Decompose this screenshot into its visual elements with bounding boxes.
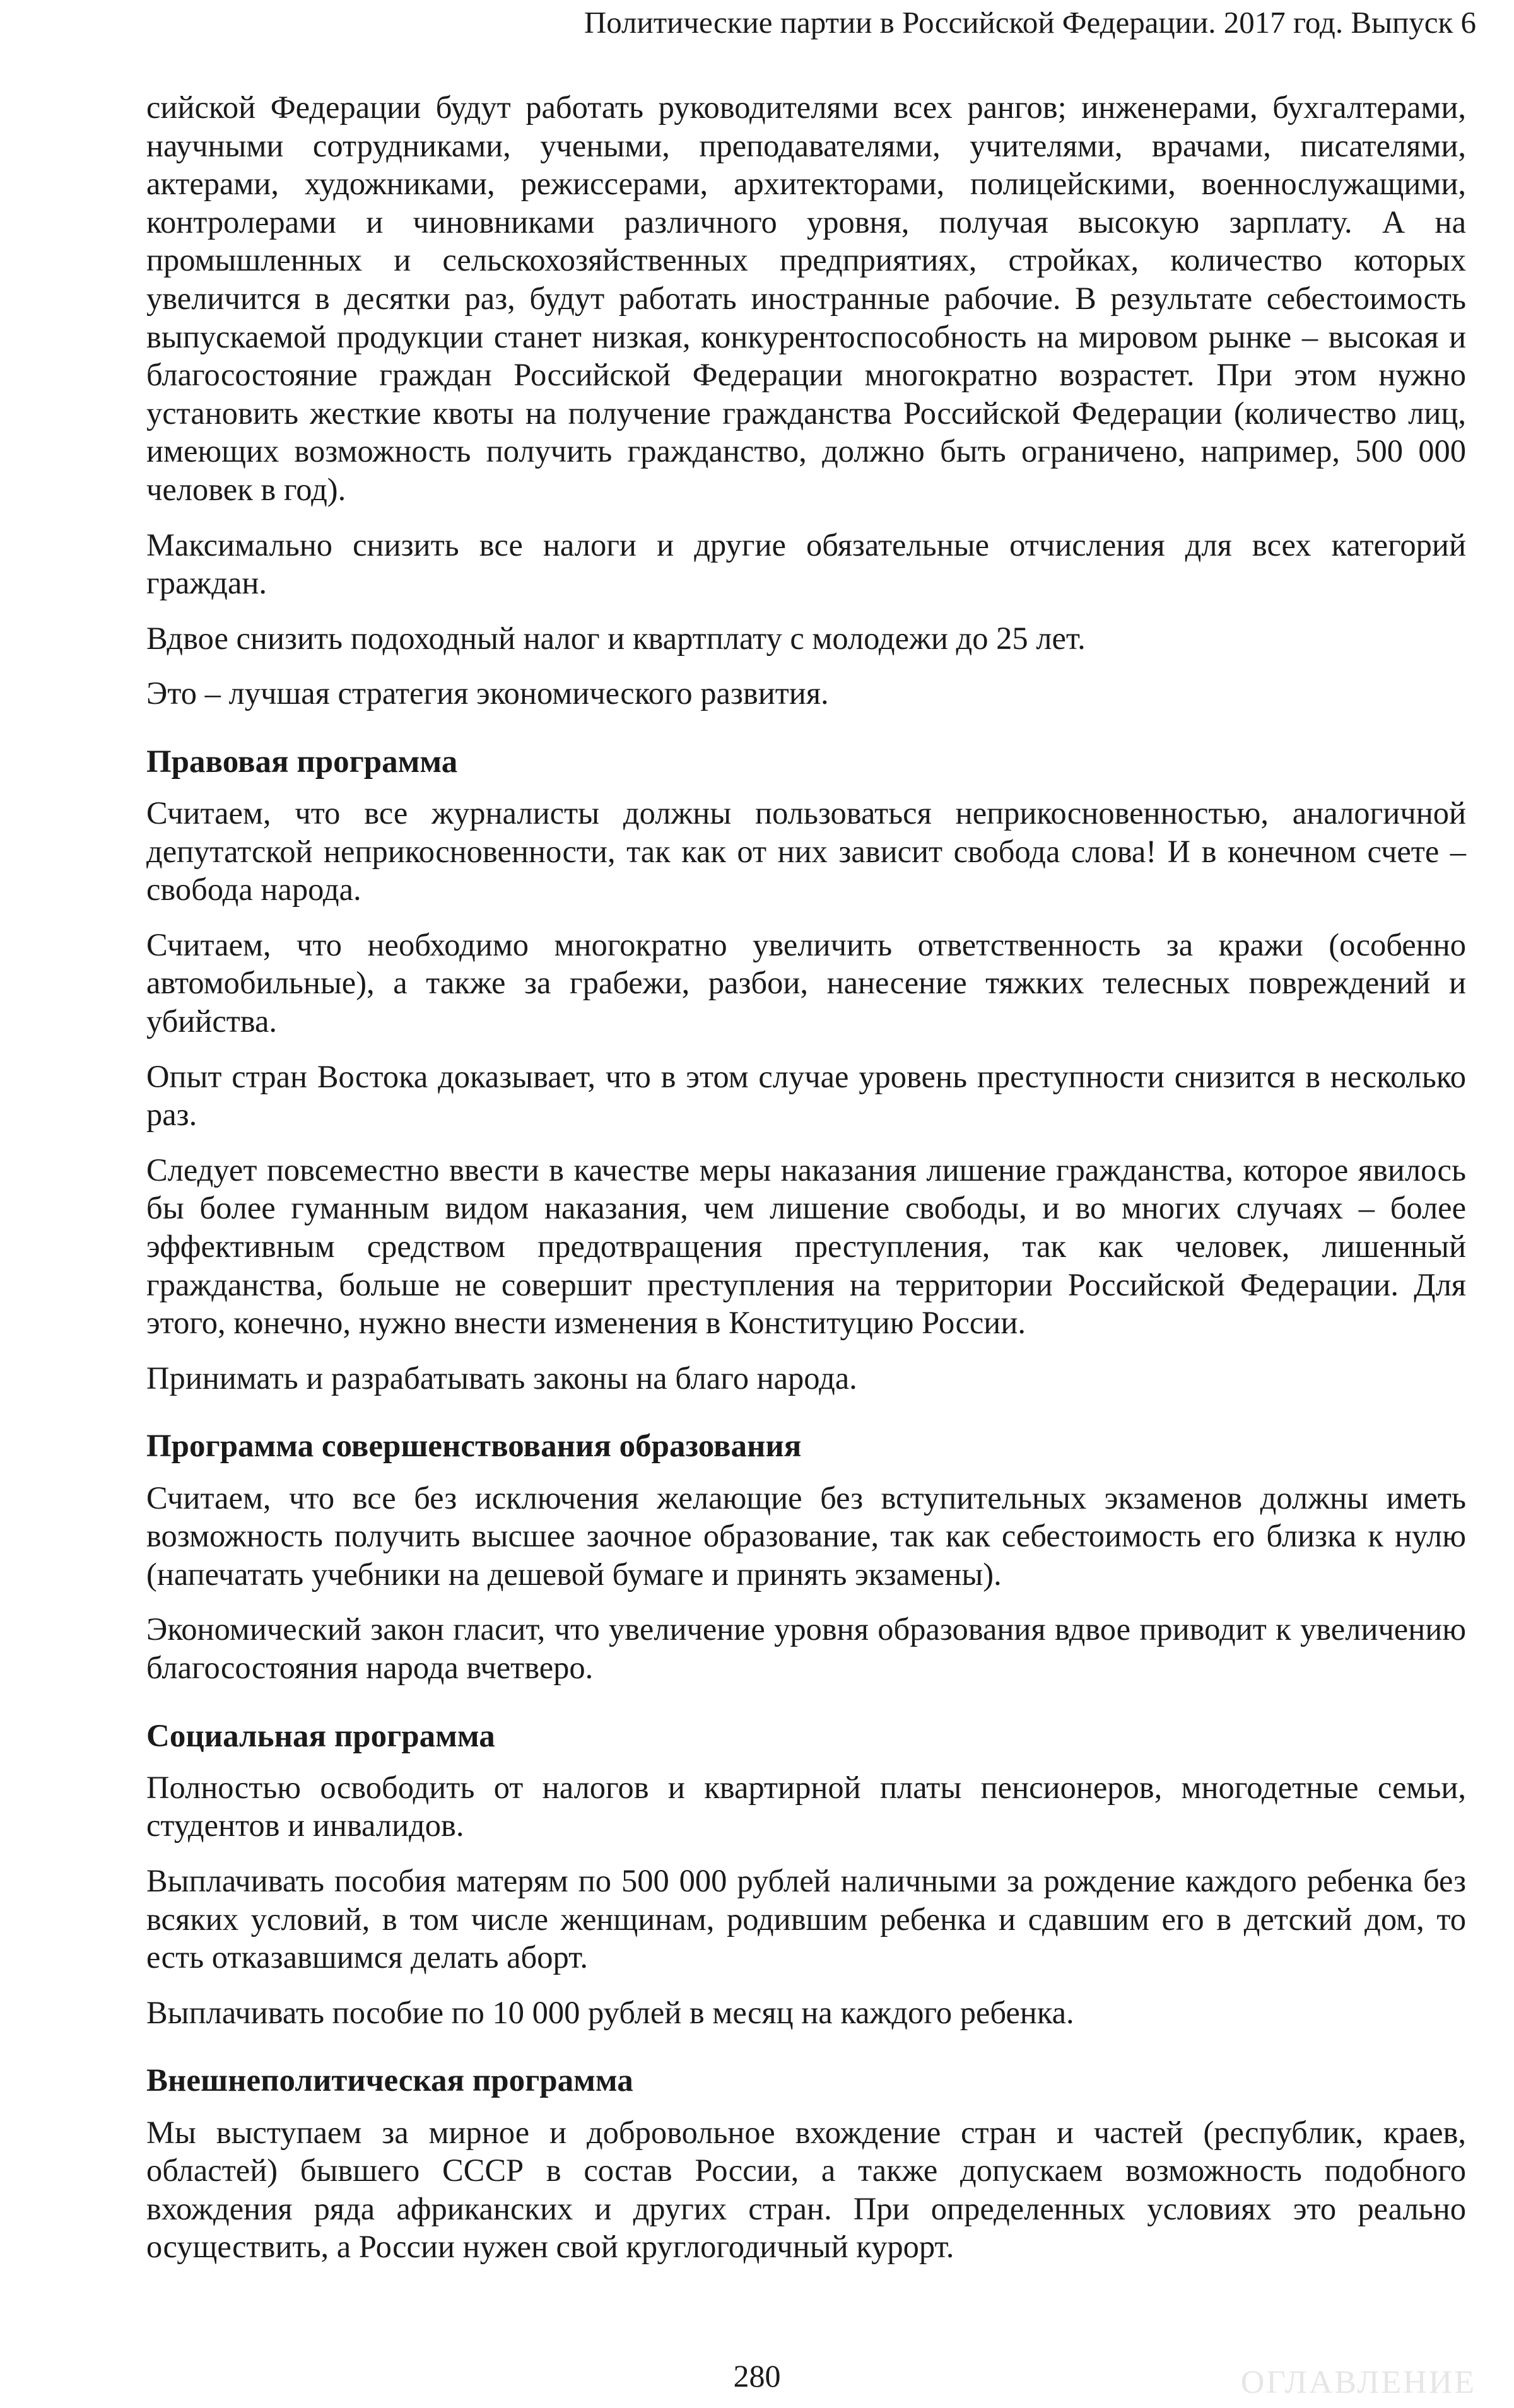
section-heading: Правовая программа: [146, 744, 458, 780]
section-heading: Программа совершенствования образования: [146, 1429, 802, 1464]
paragraph: Выплачивать пособие по 10 000 рублей в месяц на каждого ребенка.: [146, 1994, 1074, 2030]
paragraph: Опыт стран Востока доказывает, что в этом случае уровень преступности снизится в несколько раз.: [146, 1058, 1466, 1133]
paragraph: Принимать и разрабатывать законы на благо народа.: [146, 1360, 857, 1396]
paragraph: Считаем, что все журналисты должны пользоваться неприкосновенностью, аналогичной депутатской неприкосновенности, так как от них зависит свобода слова! И в конечном счете – свобода народа.: [146, 795, 1466, 908]
section-heading: Социальная программа: [146, 1718, 495, 1754]
section-foreign-policy-program: [146, 2062, 1466, 2266]
paragraph: Считаем, что необходимо многократно увеличить ответственность за кражи (особенно автомобильные), а также за грабежи, разбои, нанесение тяжких телесных повреждений и убийства.: [146, 926, 1466, 1039]
paragraph: Следует повсеместно ввести в качестве меры наказания лишение гражданства, которое явилось бы более гуманным видом наказания, чем лишение свободы, и во многих случаях – более эффективным средством предотвращения преступления, так как человек, лишенный гражданства, больше не совершит преступления на территории Российской Федерации. Для этого, конечно, нужно внести изменения в Конституцию России.: [146, 1152, 1466, 1341]
paragraph: Считаем, что все без исключения желающие без вступительных экзаменов должны иметь возможность получить высшее заочное образование, так как себестоимость его близка к нулю (напечатать учебники на дешевой бумаге и принять экзамены).: [146, 1480, 1466, 1592]
section-heading: Внешнеполитическая программа: [146, 2063, 633, 2099]
paragraph: сийской Федерации будут работать руководителями всех рангов; инженерами, бухгалтерами, научными сотрудниками, учеными, преподавателями, учителями, врачами, писателями, актерами, художниками, режиссерами, архитекторами, полицейскими, военнослужащими, контролерами и чиновниками различного уровня, получая высокую зарплату. А на промышленных и сельскохозяйственных предприятиях, стройках, количество которых увеличится в десятки раз, будут работать иностранные рабочие. В результате себестоимость выпускаемой продукции станет низкая, конкурентоспособность на мировом рынке – высокая и благосостояние граждан Российской Федерации многократно возрастет. При этом нужно установить жесткие квоты на получение гражданства Российской Федерации (количество лиц, имеющих возможность получить гражданство, должно быть ограничено, например, 500 000 человек в год).: [146, 90, 1466, 507]
paragraph: Полностью освободить от налогов и квартирной платы пенсионеров, многодетные семьи, студентов и инвалидов.: [146, 1769, 1466, 1844]
paragraph: Мы выступаем за мирное и добровольное вхождение стран и частей (республик, краев, областей) бывшего СССР в состав России, а также допускаем возможность подобного вхождения ряда африканских и других стран. При определенных условиях это реально осуществить, а России нужен свой круглогодичный курорт.: [146, 2114, 1466, 2265]
section-education-program: [146, 1427, 1466, 1686]
section-economy-continued: [146, 88, 1466, 713]
section-legal-program: [146, 743, 1466, 1398]
paragraph: Экономический закон гласит, что увеличение уровня образования вдвое приводит к увеличению благосостояния народа вчетверо.: [146, 1611, 1466, 1685]
running-header: Политические партии в Российской Федерации. 2017 год. Выпуск 6: [584, 5, 1476, 40]
paragraph: Максимально снизить все налоги и другие обязательные отчисления для всех категорий граждан.: [146, 527, 1466, 601]
page-number: 280: [733, 2358, 781, 2393]
section-social-program: [146, 1717, 1466, 2032]
paragraph: Это – лучшая стратегия экономического развития.: [146, 675, 829, 711]
paragraph: Выплачивать пособия матерям по 500 000 рублей наличными за рождение каждого ребенка без всяких условий, в том числе женщинам, родившим ребенка и сдавшим его в детский дом, то есть отказавшимся делать аборт.: [146, 1862, 1466, 1975]
paragraph: Вдвое снизить подоходный налог и квартплату с молодежи до 25 лет.: [146, 620, 1086, 656]
table-of-contents-link[interactable]: ОГЛАВЛЕНИЕ: [1240, 2364, 1476, 2400]
page-body: [146, 88, 1466, 2283]
